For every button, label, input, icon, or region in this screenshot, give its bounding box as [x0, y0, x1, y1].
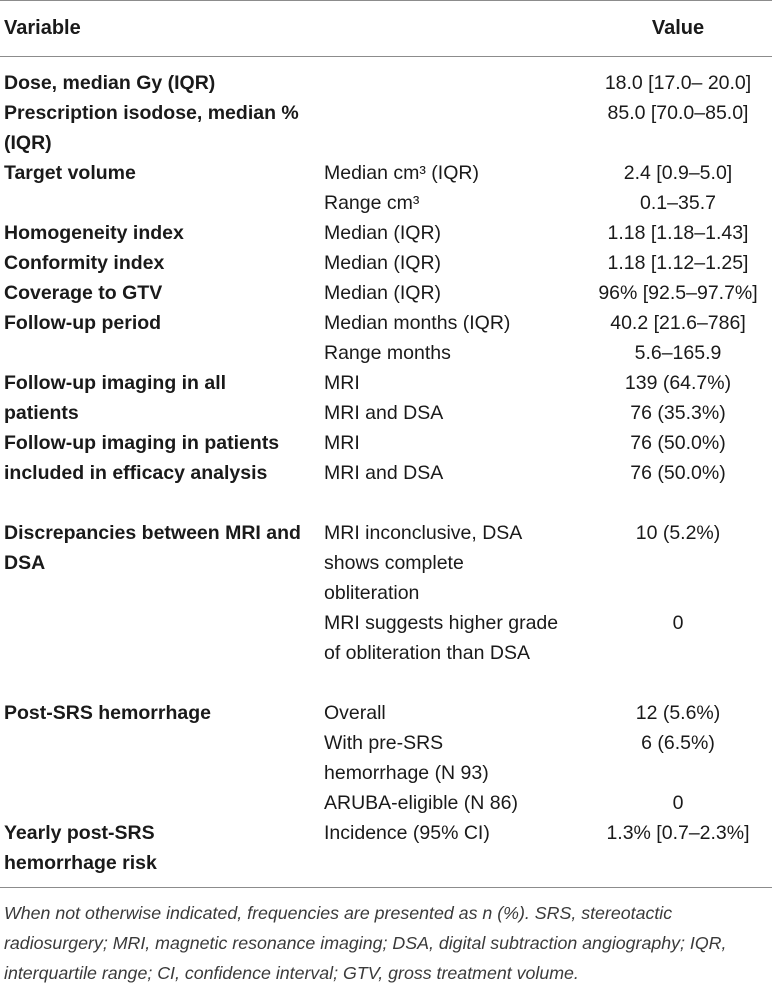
sub-yearly-risk: Incidence (95% CI) — [324, 822, 490, 844]
table-header — [0, 0, 772, 56]
variable-yearly-risk: Yearly post-SRS hemorrhage risk — [4, 822, 157, 874]
sub-follow-up-median: Median months (IQR) — [324, 312, 511, 334]
sub-discrepancies-inconclusive: MRI inconclusive, DSA shows complete obliteration — [324, 522, 522, 604]
variable-dose: Dose, median Gy (IQR) — [4, 72, 216, 94]
value-discrepancies-higher-grade: 0 — [672, 612, 684, 634]
value-imaging-efficacy-mri: 76 (50.0%) — [630, 432, 726, 454]
variable-post-srs-hemorrhage: Post-SRS hemorrhage — [4, 702, 211, 724]
value-discrepancies-inconclusive: 10 (5.2%) — [635, 522, 721, 544]
variable-follow-up-period: Follow-up period — [4, 312, 162, 334]
value-follow-up-median: 40.2 [21.6–786] — [610, 312, 746, 334]
header-value: Value — [651, 17, 705, 39]
sub-imaging-all-mri-dsa: MRI and DSA — [324, 402, 444, 424]
value-target-volume-range: 0.1–35.7 — [640, 192, 716, 214]
sub-imaging-efficacy-mri-dsa: MRI and DSA — [324, 462, 444, 484]
variable-imaging-efficacy: Follow-up imaging in patients included in efficacy analysis — [4, 432, 280, 484]
header-variable: Variable — [4, 17, 81, 39]
value-conformity-index: 1.18 [1.12–1.25] — [607, 252, 749, 274]
variable-target-volume: Target volume — [4, 162, 136, 184]
value-homogeneity-index: 1.18 [1.18–1.43] — [607, 222, 749, 244]
value-follow-up-range: 5.6–165.9 — [634, 342, 722, 364]
variable-imaging-all: Follow-up imaging in all patients — [4, 372, 227, 424]
value-hemorrhage-aruba: 0 — [672, 792, 684, 814]
bottom-rule — [0, 887, 772, 888]
value-imaging-efficacy-mri-dsa: 76 (50.0%) — [630, 462, 726, 484]
value-hemorrhage-overall: 12 (5.6%) — [635, 702, 721, 724]
value-imaging-all-mri-dsa: 76 (35.3%) — [630, 402, 726, 424]
variable-coverage-gtv: Coverage to GTV — [4, 282, 163, 304]
header-rule — [0, 56, 772, 57]
sub-hemorrhage-pre-srs: With pre-SRS hemorrhage (N 93) — [324, 732, 489, 784]
value-target-volume-median: 2.4 [0.9–5.0] — [623, 162, 733, 184]
sub-imaging-efficacy-mri: MRI — [324, 432, 360, 454]
variable-discrepancies: Discrepancies between MRI and DSA — [4, 522, 301, 574]
sub-target-volume-median: Median cm³ (IQR) — [324, 162, 479, 184]
value-hemorrhage-pre-srs: 6 (6.5%) — [641, 732, 715, 754]
sub-coverage-gtv: Median (IQR) — [324, 282, 442, 304]
variable-homogeneity-index: Homogeneity index — [4, 222, 184, 244]
table-footnote: When not otherwise indicated, frequencies are presented as n (%). SRS, stereotactic radiosurgery; MRI, magnetic resonance imaging; DSA, digital subtraction angiography; IQR, interquartile range; CI, confidence interval; GTV, gross treatment volume. — [4, 903, 727, 983]
variable-isodose: Prescription isodose, median % (IQR) — [4, 102, 299, 154]
sub-hemorrhage-overall: Overall — [324, 702, 386, 724]
sub-conformity-index: Median (IQR) — [324, 252, 442, 274]
value-coverage-gtv: 96% [92.5–97.7%] — [598, 282, 758, 304]
sub-follow-up-range: Range months — [324, 342, 451, 364]
sub-hemorrhage-aruba: ARUBA-eligible (N 86) — [324, 792, 518, 814]
value-dose: 18.0 [17.0– 20.0] — [604, 72, 752, 94]
value-isodose: 85.0 [70.0–85.0] — [607, 102, 749, 124]
sub-target-volume-range: Range cm³ — [324, 192, 420, 214]
value-yearly-risk: 1.3% [0.7–2.3%] — [606, 822, 750, 844]
sub-discrepancies-higher-grade: MRI suggests higher grade of obliteration than DSA — [324, 612, 559, 664]
sub-homogeneity-index: Median (IQR) — [324, 222, 442, 244]
value-imaging-all-mri: 139 (64.7%) — [624, 372, 732, 394]
sub-imaging-all-mri: MRI — [324, 372, 360, 394]
variable-conformity-index: Conformity index — [4, 252, 165, 274]
